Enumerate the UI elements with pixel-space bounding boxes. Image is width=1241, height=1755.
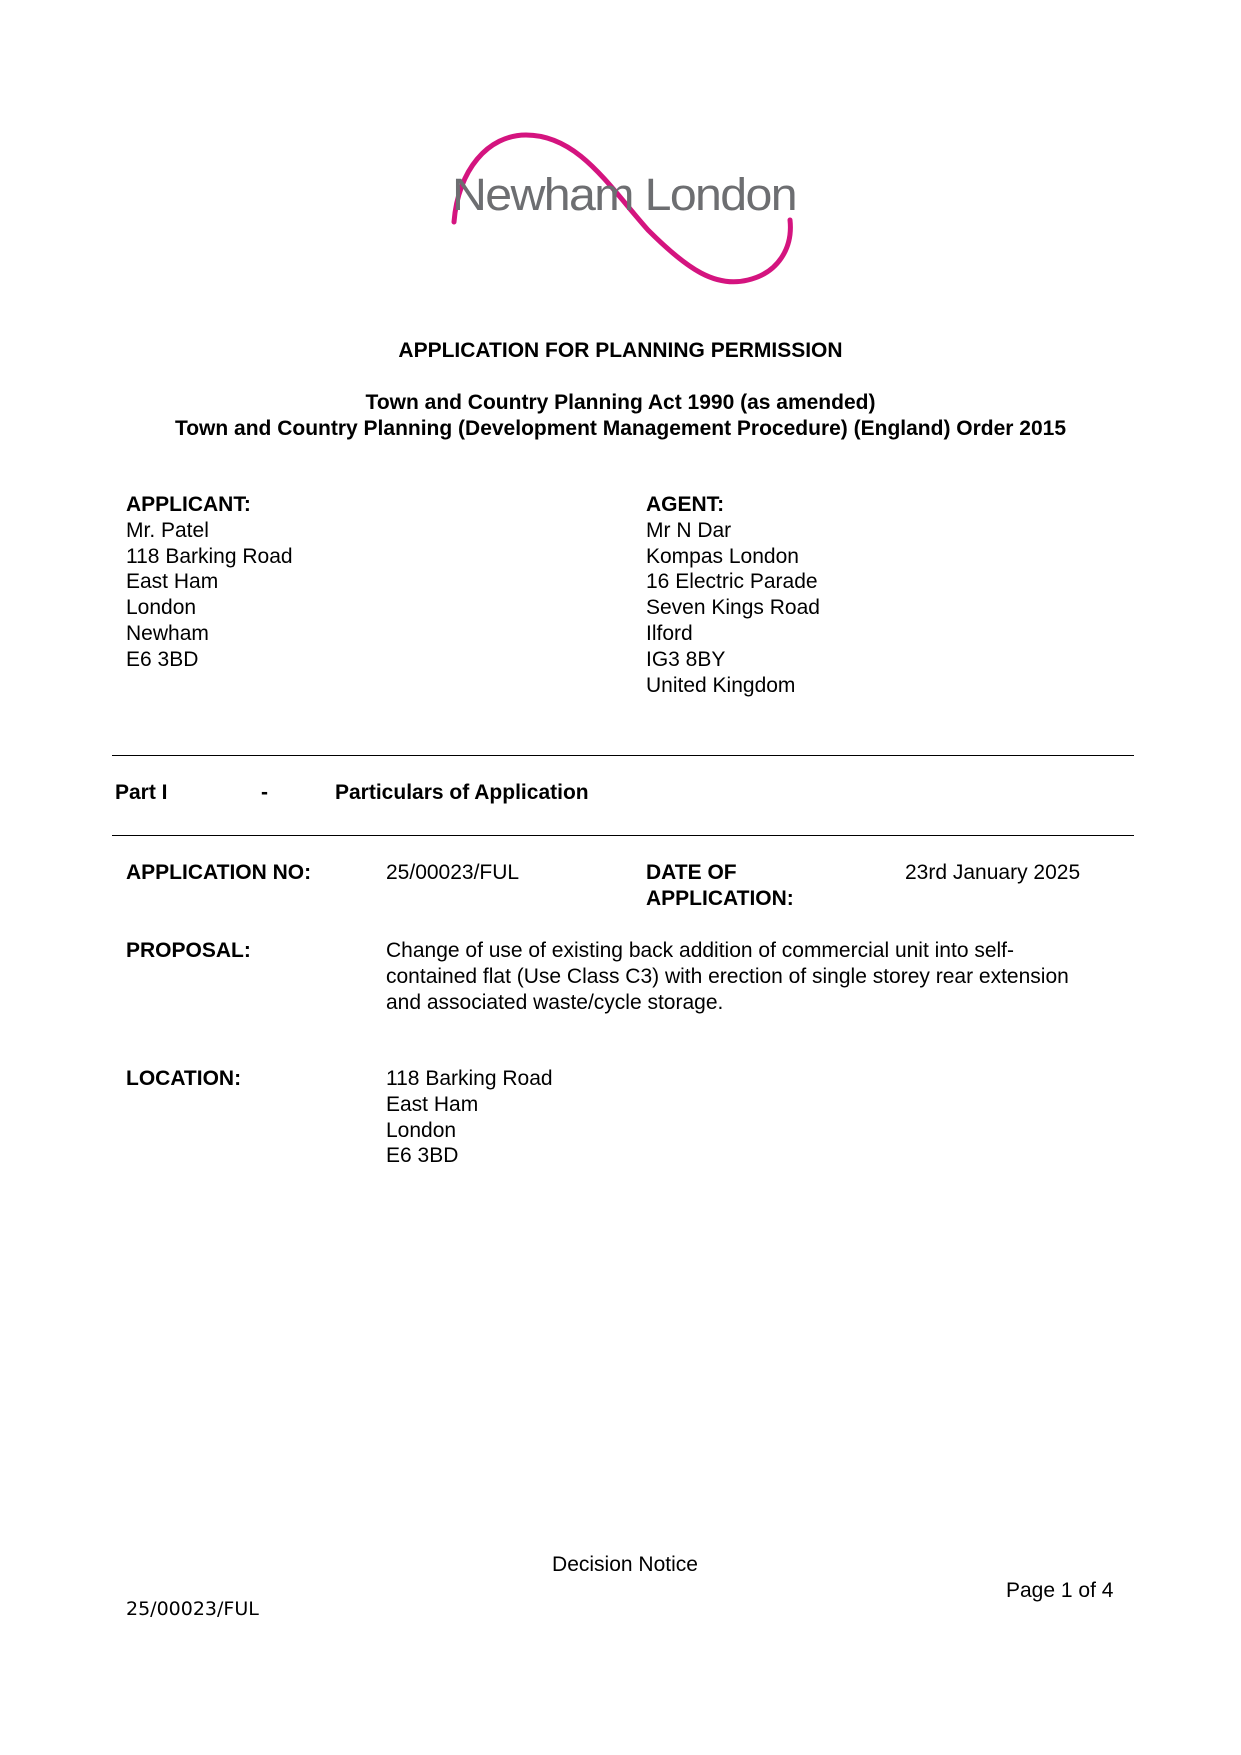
applicant-address-line: 118 Barking Road xyxy=(126,544,293,568)
agent-address-line: Seven Kings Road xyxy=(646,596,820,620)
applicant-label: APPLICANT: xyxy=(126,493,251,516)
act-line-1: Town and Country Planning Act 1990 (as amended) xyxy=(365,391,876,414)
newham-london-logo xyxy=(448,130,800,290)
agent-address-line: Ilford xyxy=(646,621,693,645)
proposal-value xyxy=(386,938,1126,1015)
proposal-label: PROPOSAL: xyxy=(126,939,251,962)
part-title: Particulars of Application xyxy=(335,781,589,804)
application-no-label: APPLICATION NO: xyxy=(126,861,312,884)
location-line: East Ham xyxy=(386,1092,479,1116)
date-label-line-2: APPLICATION: xyxy=(646,887,794,910)
applicant-address-line: Newham xyxy=(126,621,209,645)
agent-company: Kompas London xyxy=(646,544,799,568)
applicant-block xyxy=(126,492,293,673)
location-line: 118 Barking Road xyxy=(386,1067,553,1090)
application-no-value: 25/00023/FUL xyxy=(386,861,520,884)
location-value xyxy=(386,1066,553,1169)
footer-title: Decision Notice xyxy=(552,1553,698,1576)
date-of-application-value: 23rd January 2025 xyxy=(905,861,1081,884)
date-label-line-1: DATE OF xyxy=(646,861,737,884)
date-of-application-label xyxy=(646,860,846,912)
act-line-2: Town and Country Planning (Development Management Procedure) (England) Order 2015 xyxy=(174,417,1067,440)
applicant-address-line: London xyxy=(126,596,197,620)
location-line: London xyxy=(386,1118,457,1142)
divider xyxy=(112,835,1134,836)
footer-reference: 25/00023/FUL xyxy=(126,1598,259,1620)
logo-text: Newham London xyxy=(452,169,796,220)
applicant-name: Mr. Patel xyxy=(126,518,209,542)
proposal-line: contained flat (Use Class C3) with erection of single storey rear extension xyxy=(386,964,1069,988)
proposal-line: and associated waste/cycle storage. xyxy=(386,990,724,1014)
agent-block xyxy=(646,492,820,698)
page-number: Page 1 of 4 xyxy=(1006,1579,1114,1602)
applicant-postcode: E6 3BD xyxy=(126,647,199,671)
agent-label: AGENT: xyxy=(646,493,725,516)
part-label: Part I xyxy=(115,781,168,804)
location-label: LOCATION: xyxy=(126,1067,242,1090)
divider xyxy=(112,755,1134,756)
agent-country: United Kingdom xyxy=(646,673,796,697)
agent-address-line: 16 Electric Parade xyxy=(646,570,818,594)
proposal-line: Change of use of existing back addition of commercial unit into self- xyxy=(386,939,1015,962)
agent-name: Mr N Dar xyxy=(646,518,732,542)
agent-postcode: IG3 8BY xyxy=(646,647,726,671)
page-title: APPLICATION FOR PLANNING PERMISSION xyxy=(398,339,843,362)
part-separator: - xyxy=(261,781,268,804)
applicant-address-line: East Ham xyxy=(126,570,219,594)
location-line: E6 3BD xyxy=(386,1144,459,1168)
